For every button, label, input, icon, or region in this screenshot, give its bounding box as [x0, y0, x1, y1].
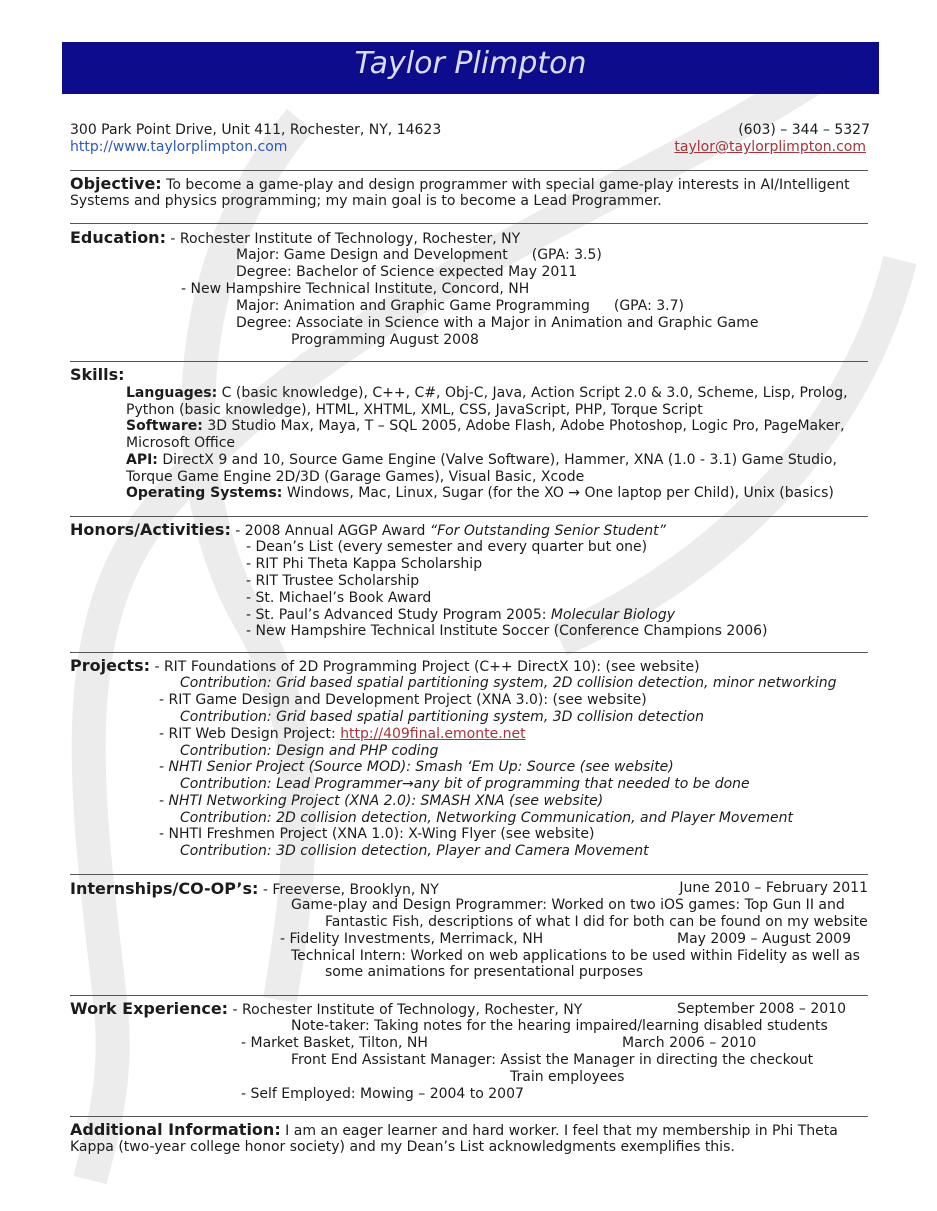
- education-row-1: [70, 229, 520, 248]
- skills-heading: Skills:: [70, 365, 125, 384]
- divider: [70, 874, 868, 875]
- education-degree-1: Degree: Bachelor of Science expected May 2011: [236, 264, 578, 280]
- work-3: - Self Employed: Mowing – 2004 to 2007: [241, 1086, 524, 1102]
- additional-line-2: Kappa (two-year college honor society) and my Dean’s List acknowledgments exemplifies this.: [70, 1139, 735, 1155]
- project-3-contribution: Contribution: Design and PHP coding: [180, 743, 439, 759]
- internship-1-desc-1: Game-play and Design Programmer: Worked on two iOS games: Top Gun II and: [291, 897, 845, 913]
- work-1-desc: Note-taker: Taking notes for the hearing impaired/learning disabled students: [291, 1018, 828, 1034]
- website-link[interactable]: http://www.taylorplimpton.com: [70, 139, 288, 155]
- education-degree-2-cont: Programming August 2008: [291, 332, 479, 348]
- work-1-date: September 2008 – 2010: [677, 1001, 846, 1017]
- work-heading: Work Experience:: [70, 999, 229, 1018]
- honor-1-title: “For Outstanding Senior Student”: [429, 523, 666, 539]
- honor-4: - RIT Trustee Scholarship: [246, 573, 420, 589]
- additional-text-1: I am an eager learner and hard worker. I feel that my membership in Phi Theta: [285, 1123, 838, 1139]
- work-2-desc-2: Train employees: [510, 1069, 625, 1085]
- work-2-date: March 2006 – 2010: [622, 1035, 757, 1051]
- projects-row-1: [70, 657, 700, 676]
- education-major-2: [236, 298, 684, 315]
- objective-heading: Objective:: [70, 174, 162, 193]
- education-school-2: - New Hampshire Technical Institute, Concord, NH: [181, 281, 530, 297]
- objective-line-1: [70, 175, 850, 194]
- email-link[interactable]: taylor@taylorplimpton.com: [674, 139, 866, 155]
- skills-languages-2: Python (basic knowledge), HTML, XHTML, XML, CSS, JavaScript, PHP, Torque Script: [126, 402, 703, 418]
- education-degree-2: Degree: Associate in Science with a Major in Animation and Graphic Game: [236, 315, 759, 331]
- project-2: - RIT Game Design and Development Project (XNA 3.0): (see website): [159, 692, 647, 708]
- honor-5: - St. Michael’s Book Award: [246, 590, 432, 606]
- name-banner: [62, 42, 879, 94]
- project-1: - RIT Foundations of 2D Programming Project (C++ DirectX 10): (see website): [154, 659, 700, 675]
- internship-2-desc-2: some animations for presentational purposes: [325, 964, 644, 980]
- software-text: 3D Studio Max, Maya, T – SQL 2005, Adobe Flash, Adobe Photoshop, Logic Pro, PageMaker,: [207, 418, 845, 434]
- work-2-desc-1: Front End Assistant Manager: Assist the Manager in directing the checkout: [291, 1052, 814, 1068]
- additional-line-1: [70, 1121, 838, 1140]
- project-2-contribution: Contribution: Grid based spatial partitioning system, 3D collision detection: [180, 709, 704, 725]
- project-3-text: - RIT Web Design Project:: [159, 726, 341, 742]
- project-6: - NHTI Freshmen Project (XNA 1.0): X-Wing Flyer (see website): [159, 826, 595, 842]
- os-label: Operating Systems:: [126, 485, 283, 501]
- honor-6-text: - St. Paul’s Advanced Study Program 2005:: [246, 607, 551, 623]
- divider: [70, 1116, 868, 1117]
- project-3: [159, 726, 526, 743]
- work-1: - Rochester Institute of Technology, Rochester, NY: [232, 1002, 583, 1018]
- divider: [70, 170, 868, 171]
- gpa-2: (GPA: 3.7): [613, 298, 684, 314]
- project-5: - NHTI Networking Project (XNA 2.0): SMASH XNA (see website): [159, 793, 604, 809]
- project-4-contribution: Contribution: Lead Programmer→any bit of programming that needed to be done: [180, 776, 750, 792]
- project-1-contribution: Contribution: Grid based spatial partitioning system, 2D collision detection, minor networking: [180, 675, 837, 691]
- os-text: Windows, Mac, Linux, Sugar (for the XO → One laptop per Child), Unix (basics): [286, 485, 834, 501]
- divider: [70, 223, 868, 224]
- skills-software-2: Microsoft Office: [126, 435, 236, 451]
- project-3-link[interactable]: http://409final.emonte.net: [340, 726, 526, 742]
- internship-2-date: May 2009 – August 2009: [677, 931, 851, 947]
- candidate-name: Taylor Plimpton: [354, 46, 587, 81]
- divider: [70, 516, 868, 517]
- gpa-1: (GPA: 3.5): [531, 247, 602, 263]
- languages-text: C (basic knowledge), C++, C#, Obj-C, Java, Action Script 2.0 & 3.0, Scheme, Lisp, Prolog,: [221, 385, 848, 401]
- education-school-1: - Rochester Institute of Technology, Rochester, NY: [170, 231, 521, 247]
- divider: [70, 361, 868, 362]
- internship-1-desc-2: Fantastic Fish, descriptions of what I did for both can be found on my website: [325, 914, 868, 930]
- honor-6: [246, 607, 675, 624]
- honor-3: - RIT Phi Theta Kappa Scholarship: [246, 556, 483, 572]
- project-4: - NHTI Senior Project (Source MOD): Smash ‘Em Up: Source (see website): [159, 759, 674, 775]
- honors-heading: Honors/Activities:: [70, 520, 231, 539]
- internships-heading: Internships/CO-OP’s:: [70, 879, 259, 898]
- projects-heading: Projects:: [70, 656, 150, 675]
- project-5-contribution: Contribution: 2D collision detection, Networking Communication, and Player Movement: [180, 810, 794, 826]
- phone: (603) – 344 – 5327: [738, 122, 870, 138]
- api-label: API:: [126, 452, 158, 468]
- api-text: DirectX 9 and 10, Source Game Engine (Valve Software), Hammer, XNA (1.0 - 3.1) Game Studio,: [162, 452, 837, 468]
- work-row-1: [70, 1000, 582, 1019]
- address: 300 Park Point Drive, Unit 411, Rochester, NY, 14623: [70, 122, 442, 138]
- internship-1: - Freeverse, Brooklyn, NY: [262, 882, 439, 898]
- honor-1: - 2008 Annual AGGP Award: [235, 523, 430, 539]
- divider: [70, 652, 868, 653]
- skills-software-1: [126, 418, 845, 435]
- honor-6-subject: Molecular Biology: [550, 607, 676, 623]
- objective-line-2: Systems and physics programming; my main goal is to become a Lead Programmer.: [70, 193, 662, 209]
- skills-api-2: Torque Game Engine 2D/3D (Garage Games), Visual Basic, Xcode: [126, 469, 585, 485]
- honors-row-1: [70, 521, 666, 540]
- major-2: Major: Animation and Graphic Game Programming: [236, 298, 590, 314]
- internship-1-date: June 2010 – February 2011: [679, 880, 868, 896]
- internship-2-desc-1: Technical Intern: Worked on web applications to be used within Fidelity as well as: [291, 948, 860, 964]
- major-1: Major: Game Design and Development: [236, 247, 508, 263]
- honor-7: - New Hampshire Technical Institute Soccer (Conference Champions 2006): [246, 623, 768, 639]
- divider: [70, 995, 868, 996]
- objective-text-1: To become a game-play and design programmer with special game-play interests in AI/Intelligent: [166, 177, 850, 193]
- skills-os: [126, 485, 834, 502]
- skills-languages-1: [126, 385, 848, 402]
- work-2: - Market Basket, Tilton, NH: [241, 1035, 428, 1051]
- project-6-contribution: Contribution: 3D collision detection, Player and Camera Movement: [180, 843, 649, 859]
- skills-api-1: [126, 452, 837, 469]
- education-heading: Education:: [70, 228, 166, 247]
- education-major-1: [236, 247, 602, 264]
- additional-heading: Additional Information:: [70, 1120, 281, 1139]
- honor-2: - Dean’s List (every semester and every quarter but one): [246, 539, 648, 555]
- languages-label: Languages:: [126, 385, 218, 401]
- internship-2: - Fidelity Investments, Merrimack, NH: [280, 931, 544, 947]
- software-label: Software:: [126, 418, 203, 434]
